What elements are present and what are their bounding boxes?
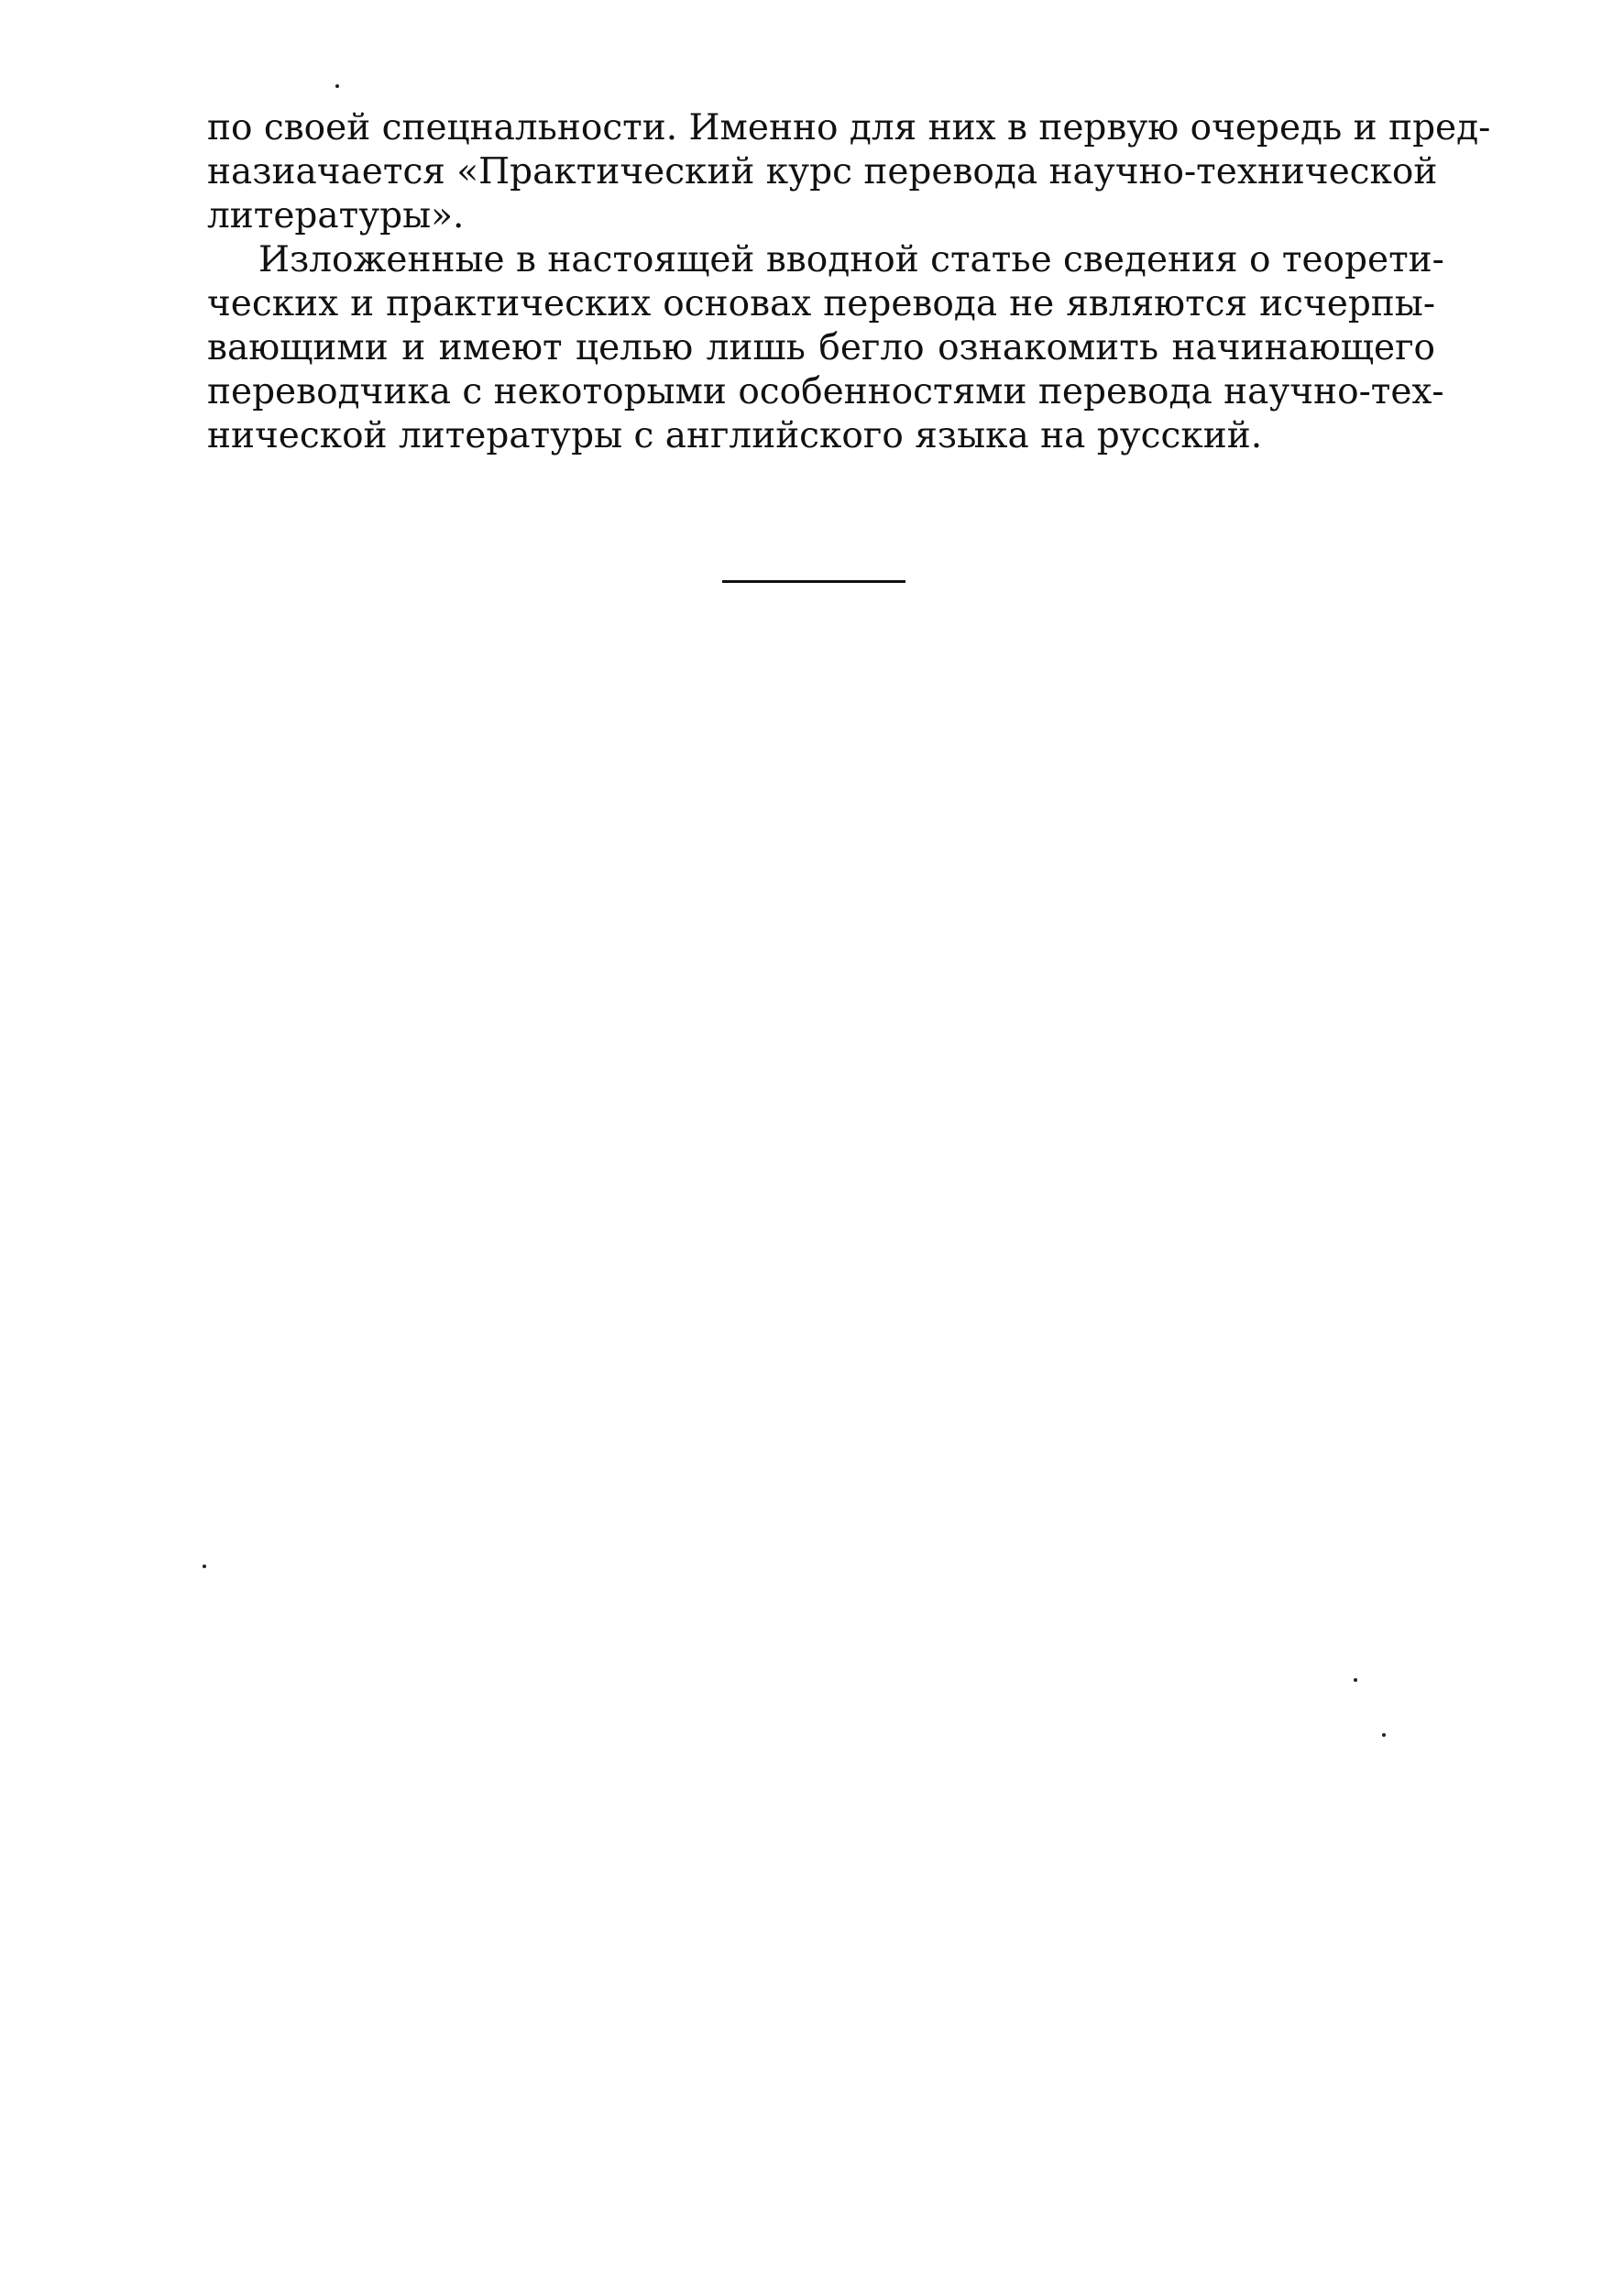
text-line: назиачается «Практический курс перевода научно-технической <box>207 151 1438 192</box>
text-line: нической литературы с английского языка на русский. <box>207 415 1263 456</box>
scan-speck <box>1354 1678 1357 1682</box>
text-line: по своей спецнальности. Именно для них в первую очередь и пред- <box>207 107 1491 148</box>
body-text <box>207 106 1491 458</box>
scan-speck <box>335 84 339 88</box>
paragraph-1 <box>207 106 1491 238</box>
text-line: ческих и практических основах перевода не являются исчерпы- <box>207 283 1435 324</box>
text-line: переводчика с некоторыми особенностями перевода научно-тех- <box>207 371 1444 412</box>
text-line: литературы». <box>207 195 465 236</box>
text-line: Изложенные в настоящей вводной статье сведения о теорети- <box>258 239 1444 280</box>
text-line: вающими и имеют целью лишь бегло ознакомить начинающего <box>207 327 1435 368</box>
scan-speck <box>203 1565 206 1568</box>
paragraph-2 <box>207 238 1444 458</box>
section-end-rule <box>722 580 905 583</box>
scan-speck <box>1382 1733 1386 1737</box>
